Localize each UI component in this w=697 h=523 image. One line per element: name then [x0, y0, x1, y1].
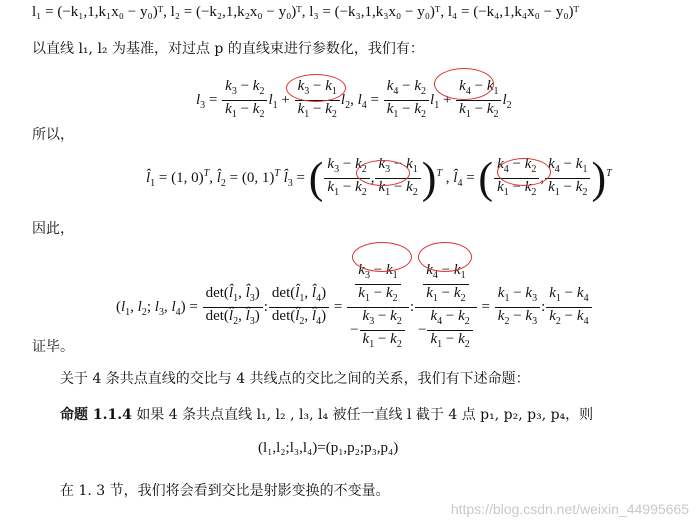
paragraph-qed: 证毕。: [32, 339, 74, 355]
paragraph-therefore-2: 因此，: [32, 221, 74, 237]
equation-line-vectors: l₁ = (−k₁,1,k₁x₀ − y₀)ᵀ, l₂ = (−k₂,1,k₂x₀ − y₀)ᵀ, l₃ = (−k₃,1,k₃x₀ − y₀)ᵀ, l₄ = (−k₄,1,k₄x₀ − y₀)ᵀ: [32, 4, 579, 20]
watermark: https://blog.csdn.net/weixin_44995665: [450, 501, 689, 517]
equation-proposition: (l₁,l₂;l₃,l₄)=(p₁,p₂;p₃,p₄): [258, 440, 399, 456]
equation-parametrization: $l_3$ = $\frac{k_3 - k_2}{k_1 - k_2}$ $l_1$ + $\frac{k_3 - k_1}{k_1 - k_2}$ $l_2$, $l_4$ = $\frac{k_4 - k_2}{k_1 - k_2}$ $l_1$ + $\frac{k_4 - k_1}{k_1 - k_2}$ $l_2$: [196, 78, 512, 120]
paragraph-relation: 关于 4 条共点直线的交比与 4 共线点的交比之间的关系，我们有下述命题：: [60, 371, 530, 387]
equation-hat-coordinates: $l̂_1 = (1$, 0)$^T$, $l̂_2 = (0$, 1)$^T$ $l̂_3$ = ( $\frac{k_3 - k_2}{k_1 - k_2}$ , $\frac{k_3 - k_1}{k_1 - k_2}$ )$^T$ , $l̂_4$ = ( $\frac{k_4 - k_2}{k_1 - k_2}$ , $\frac{k_4 - k_1}{k_1 - k_2}$ )$^T$: [146, 153, 612, 203]
equation-cross-ratio: ($l_1$, $l_2$; $l_3$, $l_4$) = $\frac{\det(l̂_1, l̂_3)}{\det(l̂_2, l̂_3)}$ : $\frac{\det(l̂_1, l̂_4)}{\det(l̂_2, l̂_4)}$ = $\frac{k_3 - k_1}{k_1 - k_2}$ − $\frac{k_3 - k_2}{k_1 - k_2}$ : $\frac{k_4 - k_1}{k_1 - k_2}$ − $\frac{k_4 - k_2}{k_1 - k_2}$ = $\frac{k_1 - k_3}{k_2 - k_3}$ : $\frac{k_1 - k_4}{k_2 - k_4}$: [116, 262, 593, 353]
paragraph-therefore-1: 所以，: [32, 127, 74, 143]
proposition-label: 命题 1.1.4: [60, 407, 132, 423]
paragraph-invariant: 在 1. 3 节，我们将会看到交比是射影变换的不变量。: [60, 483, 390, 499]
proposition: [60, 404, 593, 424]
proposition-text: 如果 4 条共点直线 l₁, l₂ , l₃, l₄ 被任一直线 l 截于 4 点 p₁, p₂, p₃, p₄，则: [136, 407, 594, 423]
paragraph-parametrize: 以直线 l₁, l₂ 为基准，对过点 p 的直线束进行参数化，我们有：: [32, 41, 424, 57]
